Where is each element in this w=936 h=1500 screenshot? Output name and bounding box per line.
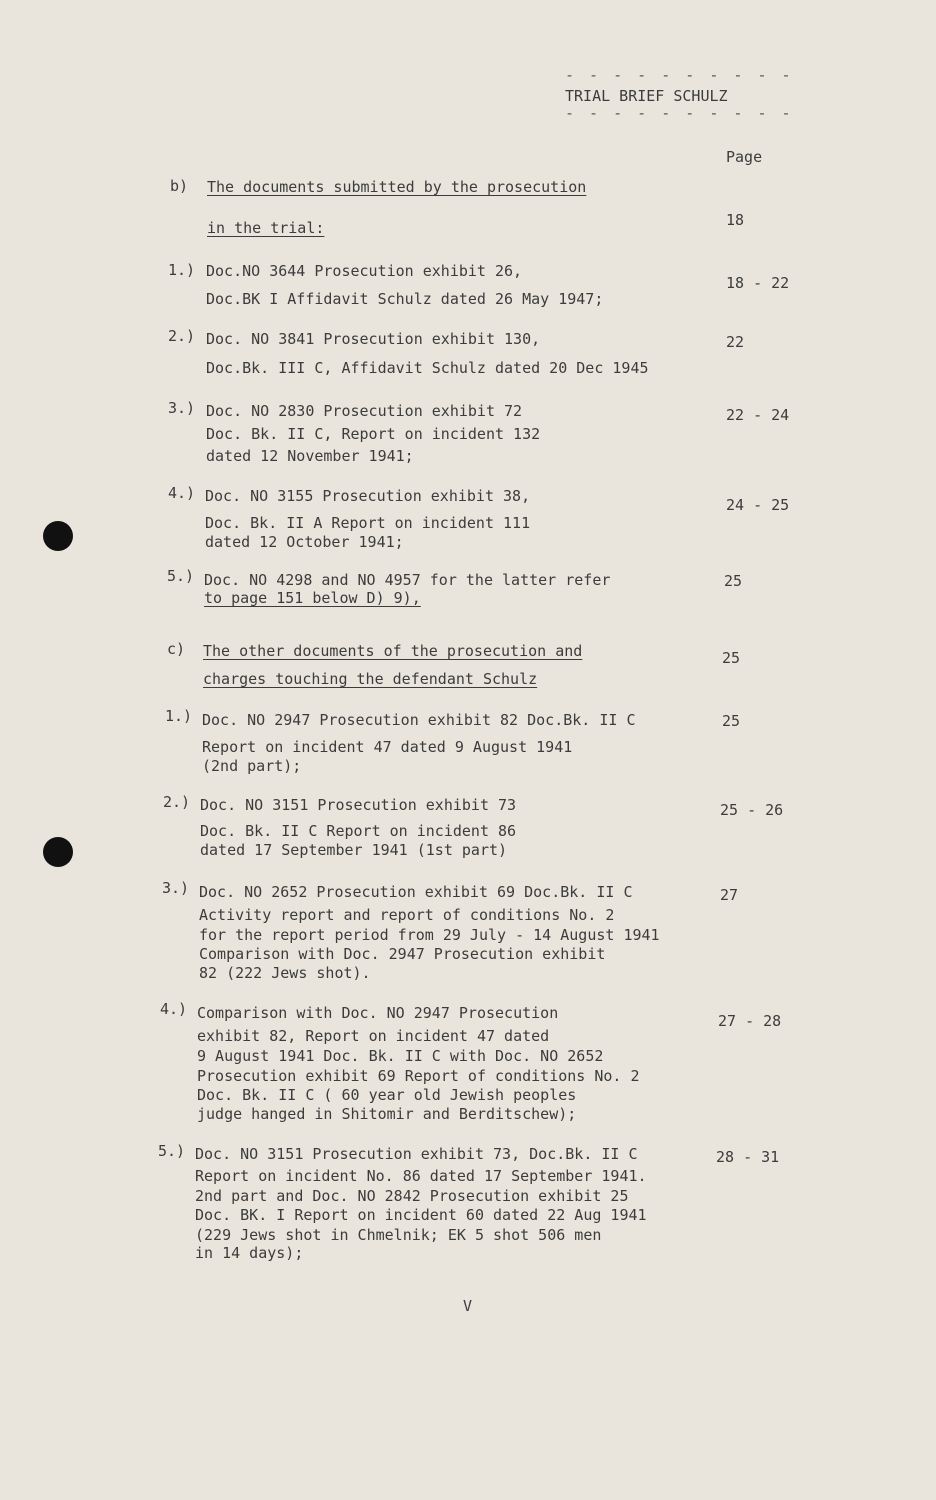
section-c-heading-line1: The other documents of the prosecution and — [203, 642, 583, 660]
entry-line: Doc. BK. I Report on incident 60 dated 22 Aug 1941 — [195, 1206, 647, 1224]
section-c-heading-line2: charges touching the defendant Schulz — [203, 670, 538, 688]
entry-page: 28 - 31 — [716, 1148, 780, 1166]
entry-line: Report on incident No. 86 dated 17 September 1941. — [195, 1167, 647, 1185]
punch-hole — [43, 837, 73, 867]
header-dashes-top: - - - - - - - - - - — [565, 66, 794, 84]
entry-line: Doc. NO 2947 Prosecution exhibit 82 Doc.Bk. II C — [202, 711, 636, 729]
section-b-heading-line1: The documents submitted by the prosecution — [207, 178, 587, 196]
punch-hole — [43, 521, 73, 551]
entry-number: 1.) — [168, 261, 196, 279]
entry-line: (2nd part); — [202, 757, 302, 775]
entry-page: 24 - 25 — [726, 496, 790, 514]
entry-line: Doc. Bk. II C Report on incident 86 — [200, 822, 517, 840]
entry-line: judge hanged in Shitomir and Berditschew); — [197, 1105, 577, 1123]
entry-number: 4.) — [168, 484, 196, 502]
entry-page: 18 - 22 — [726, 274, 790, 292]
header-dashes-bottom: - - - - - - - - - - — [565, 104, 794, 122]
entry-number: 1.) — [165, 707, 193, 725]
entry-line: Doc. Bk. II C ( 60 year old Jewish peoples — [197, 1086, 577, 1104]
entry-line: (229 Jews shot in Chmelnik; EK 5 shot 506 men — [195, 1226, 602, 1244]
entry-number: 2.) — [163, 793, 191, 811]
section-c-marker: c) — [167, 640, 186, 658]
entry-line: Comparison with Doc. NO 2947 Prosecution — [197, 1004, 559, 1022]
entry-line: Doc. NO 2830 Prosecution exhibit 72 — [206, 402, 523, 420]
entry-number: 2.) — [168, 327, 196, 345]
entry-line: Doc. NO 3155 Prosecution exhibit 38, — [205, 487, 531, 505]
entry-line: Doc. NO 4298 and NO 4957 for the latter refer — [204, 571, 611, 589]
entry-line: Doc. NO 3841 Prosecution exhibit 130, — [206, 330, 541, 348]
entry-page: 25 - 26 — [720, 801, 784, 819]
entry-line: Doc. NO 3151 Prosecution exhibit 73 — [200, 796, 517, 814]
section-b-page: 18 — [726, 211, 745, 229]
entry-line: Doc.NO 3644 Prosecution exhibit 26, — [206, 262, 523, 280]
entry-line: Prosecution exhibit 69 Report of conditions No. 2 — [197, 1067, 640, 1085]
entry-number: 3.) — [162, 879, 190, 897]
entry-page: 22 — [726, 333, 745, 351]
entry-line: Report on incident 47 dated 9 August 1941 — [202, 738, 573, 756]
entry-number: 5.) — [167, 567, 195, 585]
section-c-page: 25 — [722, 649, 741, 667]
entry-line: dated 12 October 1941; — [205, 533, 404, 551]
entry-line: Doc. NO 3151 Prosecution exhibit 73, Doc.Bk. II C — [195, 1145, 638, 1163]
entry-page: 22 - 24 — [726, 406, 790, 424]
entry-line: exhibit 82, Report on incident 47 dated — [197, 1027, 550, 1045]
entry-page: 25 — [724, 572, 743, 590]
section-b-heading-line2: in the trial: — [207, 219, 325, 237]
entry-line: Doc. Bk. II A Report on incident 111 — [205, 514, 531, 532]
entry-number: 3.) — [168, 399, 196, 417]
page-column-label: Page — [726, 148, 763, 166]
entry-line: Doc. Bk. II C, Report on incident 132 — [206, 425, 541, 443]
footer-page-number: V — [463, 1297, 473, 1315]
entry-number: 5.) — [158, 1142, 186, 1160]
entry-number: 4.) — [160, 1000, 188, 1018]
entry-page: 25 — [722, 712, 741, 730]
entry-line: for the report period from 29 July - 14 August 1941 — [199, 926, 660, 944]
entry-line: Doc.BK I Affidavit Schulz dated 26 May 1947; — [206, 290, 604, 308]
entry-line: in 14 days); — [195, 1244, 304, 1262]
section-b-marker: b) — [170, 177, 189, 195]
entry-line: Doc.Bk. III C, Affidavit Schulz dated 20 Dec 1945 — [206, 359, 649, 377]
entry-line: dated 12 November 1941; — [206, 447, 414, 465]
entry-line: 2nd part and Doc. NO 2842 Prosecution exhibit 25 — [195, 1187, 629, 1205]
entry-line: Doc. NO 2652 Prosecution exhibit 69 Doc.Bk. II C — [199, 883, 633, 901]
entry-line: 9 August 1941 Doc. Bk. II C with Doc. NO 2652 — [197, 1047, 604, 1065]
entry-line: Comparison with Doc. 2947 Prosecution exhibit — [199, 945, 606, 963]
entry-page: 27 — [720, 886, 739, 904]
entry-line: Activity report and report of conditions No. 2 — [199, 906, 615, 924]
page-title: TRIAL BRIEF SCHULZ — [565, 87, 728, 105]
entry-line: 82 (222 Jews shot). — [199, 964, 371, 982]
entry-page: 27 - 28 — [718, 1012, 782, 1030]
entry-line: to page 151 below D) 9), — [204, 589, 421, 607]
entry-line: dated 17 September 1941 (1st part) — [200, 841, 508, 859]
